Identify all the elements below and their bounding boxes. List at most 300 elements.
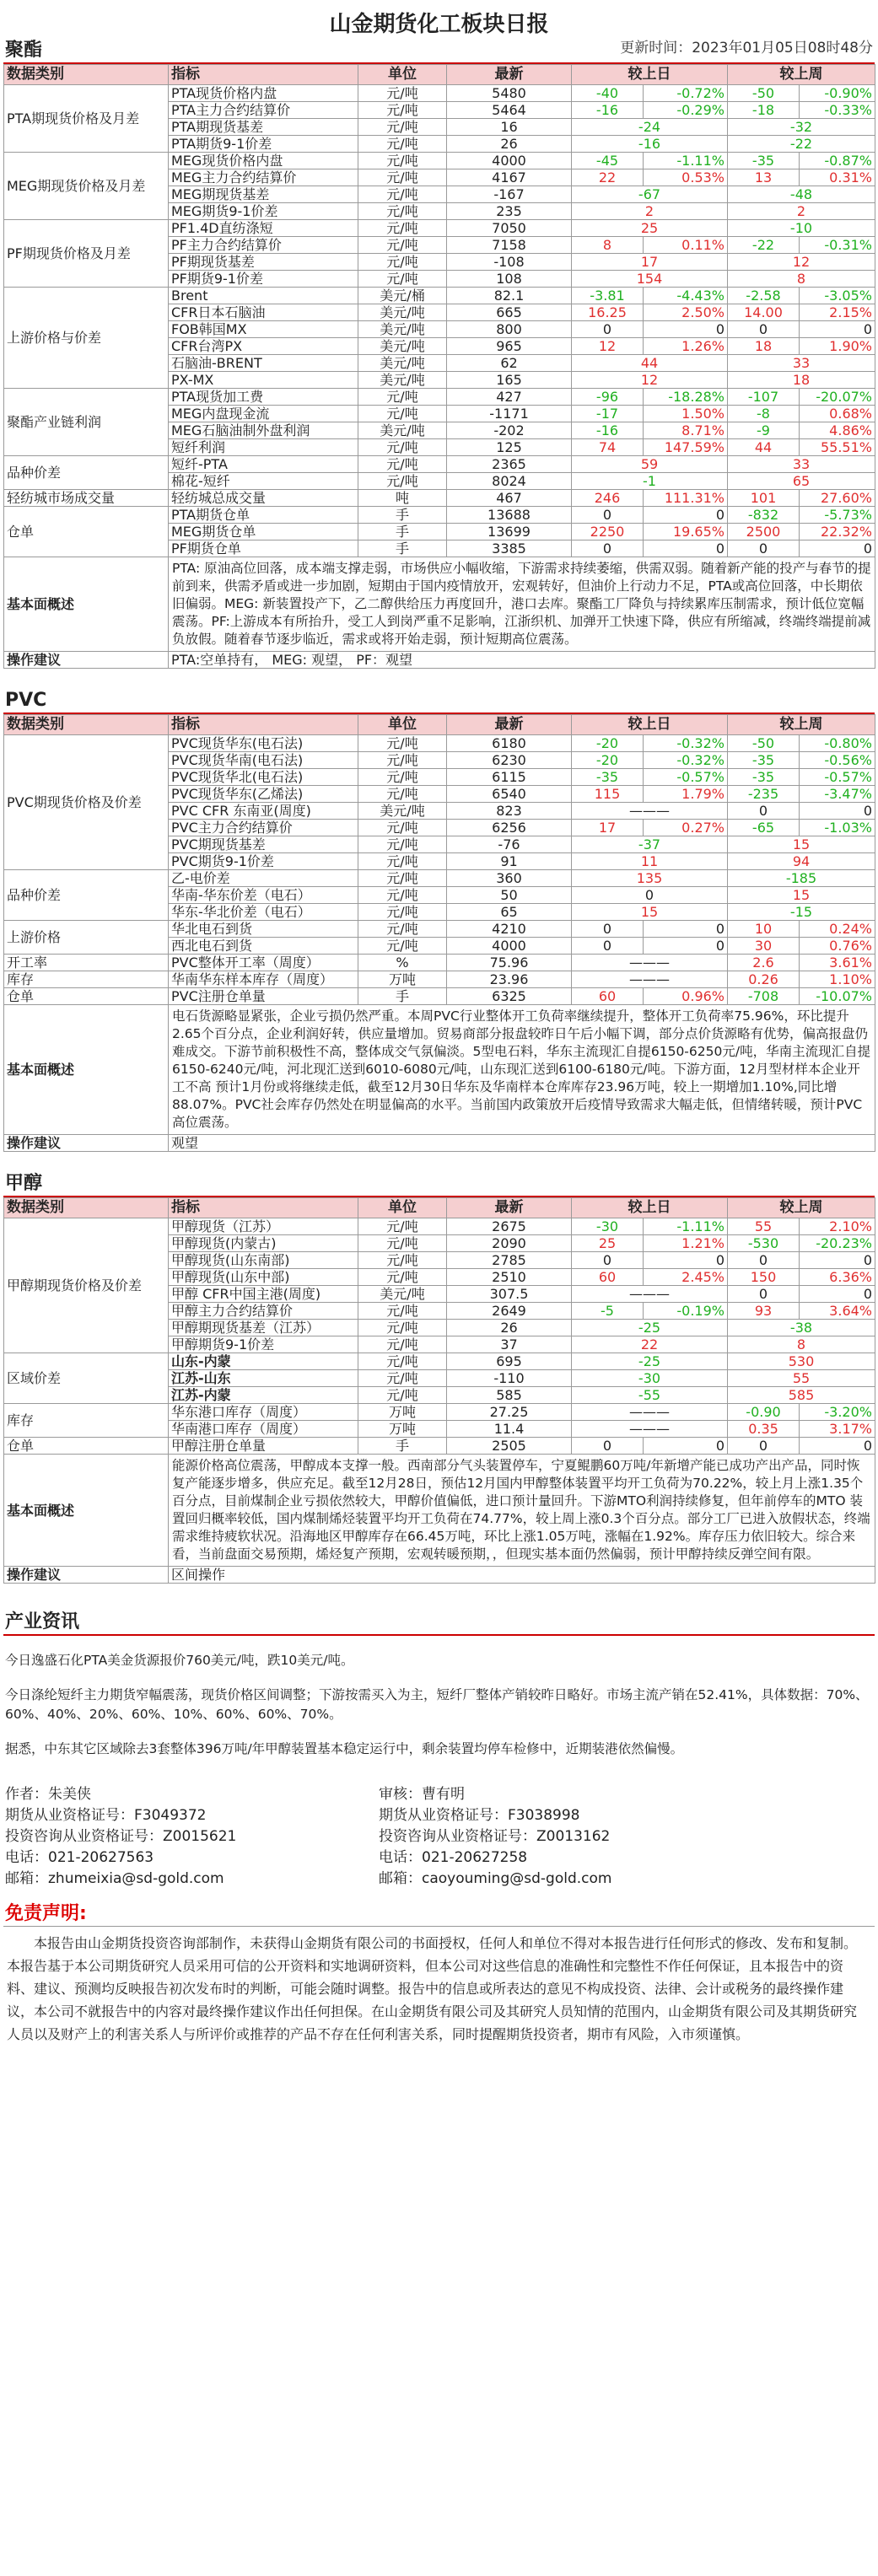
week-change-abs-cell: 2500 xyxy=(728,524,800,540)
indicator-cell: 甲醇注册仓单量 xyxy=(169,1438,358,1455)
unit-cell: 元/吨 xyxy=(358,389,447,406)
basics-text: 能源价格高位震荡，甲醇成本支撑一般。西南部分气头装置停车，宁夏鲲鹏60万吨/年新增产能已成功产出产品，同时恢复产能逐步增多，供应充足。截至12月28日，预估12月国内甲醇整体装置平均开工负荷为70.22%，较上月上涨1.35个百分点，目前煤制企业亏损依然较大，甲醇价值偏低，进口预计量回升。下游MTO利润持续修复，但年前停车的MTO 装置回归概率较低，国内煤制烯烃装置平均开工负荷在74.77%，较上周上涨0.3个百分点。部分工厂已进入放假状态，终端需求维持疲软状况。沿海地区甲醇库存在66.45万吨，环比上涨1.05万吨，涨幅在1.92%。库存压力依旧较大。综合来看，当前盘面交易预期，烯烃复产预期，宏观转暖预期，，但现实基本面仍然偏弱，预计甲醇持续反弹空间有限。 xyxy=(169,1455,875,1567)
unit-cell: 美元/吨 xyxy=(358,338,447,355)
disclaimer-title: 免责声明: xyxy=(3,1901,875,1927)
day-change-pct-cell: -0.19% xyxy=(644,1303,728,1320)
day-change-cell: 22 xyxy=(572,1336,728,1353)
day-change-pct-cell: 2.45% xyxy=(644,1269,728,1286)
day-change-abs-cell: 0 xyxy=(572,540,644,557)
day-change-abs-cell: -96 xyxy=(572,389,644,406)
week-change-cell: 8 xyxy=(728,271,875,288)
news-item: 今日逸盛石化PTA美金货源报价760美元/吨，跌10美元/吨。 xyxy=(5,1653,354,1668)
week-change-cell: -48 xyxy=(728,186,875,203)
latest-cell: 108 xyxy=(447,271,572,288)
indicator-cell: 甲醇现货(山东南部) xyxy=(169,1252,358,1269)
col-header-latest: 最新 xyxy=(447,1198,572,1218)
day-change-abs-cell: 0 xyxy=(572,507,644,524)
week-change-pct-cell: 0.76% xyxy=(800,938,875,955)
unit-cell: 元/吨 xyxy=(358,904,447,921)
week-change-cell: 8 xyxy=(728,1336,875,1353)
day-change-pct-cell: -1.11% xyxy=(644,1218,728,1235)
ops-label: 操作建议 xyxy=(4,652,169,669)
day-change-cell: -16 xyxy=(572,136,728,153)
author-info xyxy=(3,1784,379,1890)
col-header-prev-day: 较上日 xyxy=(572,715,728,735)
unit-cell: 元/吨 xyxy=(358,1336,447,1353)
day-change-abs-cell: -30 xyxy=(572,1218,644,1235)
indicator-cell: PVC期现货基差 xyxy=(169,836,358,853)
table-row xyxy=(4,1218,875,1235)
latest-cell: 26 xyxy=(447,1320,572,1336)
ops-text: PTA:空单持有， MEG: 观望， PF：观望 xyxy=(169,652,875,669)
unit-cell: 手 xyxy=(358,540,447,557)
day-change-cell: 15 xyxy=(572,904,728,921)
day-change-abs-cell: 0 xyxy=(572,1438,644,1455)
indicator-cell: PTA期货仓单 xyxy=(169,507,358,524)
table-row xyxy=(4,988,875,1005)
day-change-abs-cell: 8 xyxy=(572,237,644,254)
unit-cell: 手 xyxy=(358,524,447,540)
indicator-cell: PF期货仓单 xyxy=(169,540,358,557)
update-time: 更新时间：2023年01月05日08时48分 xyxy=(620,40,873,56)
latest-cell: 7050 xyxy=(447,220,572,237)
category-cell: 上游价格 xyxy=(4,921,169,955)
latest-cell: 800 xyxy=(447,321,572,338)
latest-cell: 585 xyxy=(447,1387,572,1404)
latest-cell: 26 xyxy=(447,136,572,153)
day-change-abs-cell: 0 xyxy=(572,1252,644,1269)
latest-cell: 3385 xyxy=(447,540,572,557)
latest-cell: -76 xyxy=(447,836,572,853)
day-change-pct-cell: 8.71% xyxy=(644,422,728,439)
week-change-pct-cell: -0.90% xyxy=(800,85,875,102)
basics-text: 电石货源略显紧张，企业亏损仍然严重。本周PVC行业整体开工负荷率继续提升，整体开工负荷率75.96%，环比提升2.65个百分点，企业利润好转，供应量增加。贸易商部分报盘较昨日午后小幅下调，部分点价货源略有优势，偏高报盘仍难成交。下游节前积极性不高，整体成交气氛偏淡。5型电石料，华东主流现汇自提6150-6250元/吨，华南主流现汇自提6150-6240元/吨，河北现汇送到6010-6080元/吨，山东现汇送到6100-6180元/吨。下游方面，12月型材样本企业开工不高 预计1月份或将继续走低，截至12月30日华东及华南样本仓库库存23.96万吨，较上一期增加1.10%,同比增88.07%。PVC社会库存仍然处在明显偏高的水平。当前国内政策放开后疫情导致需求大幅走低，但情绪转暖，预计PVC高位震荡。 xyxy=(169,1005,875,1135)
ops-text: 观望 xyxy=(169,1135,875,1152)
latest-cell: -202 xyxy=(447,422,572,439)
day-change-pct-cell: -1.11% xyxy=(644,153,728,169)
week-change-abs-cell: 0 xyxy=(728,1286,800,1303)
unit-cell: 手 xyxy=(358,507,447,524)
week-change-abs-cell: -22 xyxy=(728,237,800,254)
week-change-pct-cell: 0 xyxy=(800,321,875,338)
table-row xyxy=(4,220,875,237)
col-header-prev-day: 较上日 xyxy=(572,65,728,85)
week-change-pct-cell: 0 xyxy=(800,540,875,557)
week-change-pct-cell: -10.07% xyxy=(800,988,875,1005)
day-change-pct-cell: 0.27% xyxy=(644,820,728,836)
latest-cell: 360 xyxy=(447,870,572,887)
section-title-methanol: 甲醇 xyxy=(3,1170,875,1197)
week-change-abs-cell: 0.26 xyxy=(728,971,800,988)
indicator-cell: 短纤利润 xyxy=(169,439,358,456)
col-header-category: 数据类别 xyxy=(4,65,169,85)
day-change-cell: -25 xyxy=(572,1353,728,1370)
week-change-abs-cell: 30 xyxy=(728,938,800,955)
day-change-cell: 135 xyxy=(572,870,728,887)
day-change-pct-cell: 0 xyxy=(644,321,728,338)
day-change-cell: -55 xyxy=(572,1387,728,1404)
week-change-abs-cell: 14.00 xyxy=(728,304,800,321)
indicator-cell: MEG主力合约结算价 xyxy=(169,169,358,186)
indicator-cell: 甲醇现货(山东中部) xyxy=(169,1269,358,1286)
unit-cell: 元/吨 xyxy=(358,1320,447,1336)
latest-cell: 467 xyxy=(447,490,572,507)
basics-text: PTA: 原油高位回落，成本端支撑走弱，市场供应小幅收缩，下游需求持续萎缩，供需双弱。随着新产能的投产与春节的提前到来，供需矛盾或进一步加剧，短期由于国内疫情放开，宏观转好，但油价上行动力不足，PTA或高位回落，中长期依旧偏弱。MEG: 新装置投产下，乙二醇供给压力再度回升，港口去库。聚酯工厂降负与持续累库压制需求，预计低位宽幅震荡。PF:上游成本有所抬升，受工人到岗严重不足影响，江浙织机、加弹开工快速下降，供应有所缩减，终端终端提前减负放假。随着春节逐步临近，需求或将开始走弱，预计短期高位震荡。 xyxy=(169,557,875,652)
ops-text: 区间操作 xyxy=(169,1567,875,1584)
day-change-pct-cell: -4.43% xyxy=(644,288,728,304)
week-change-pct-cell: -1.03% xyxy=(800,820,875,836)
unit-cell: 元/吨 xyxy=(358,1387,447,1404)
week-change-pct-cell: -0.33% xyxy=(800,102,875,119)
latest-cell: 91 xyxy=(447,853,572,870)
day-change-abs-cell: 0 xyxy=(572,921,644,938)
indicator-cell: MEG现货价格内盘 xyxy=(169,153,358,169)
latest-cell: -167 xyxy=(447,186,572,203)
unit-cell: 元/吨 xyxy=(358,186,447,203)
category-cell: MEG期现货价格及月差 xyxy=(4,153,169,220)
week-change-cell: 55 xyxy=(728,1370,875,1387)
latest-cell: 6325 xyxy=(447,988,572,1005)
latest-cell: 2675 xyxy=(447,1218,572,1235)
reviewer-license: 期货从业资格证号：F3038998 xyxy=(379,1807,580,1824)
week-change-abs-cell: -832 xyxy=(728,507,800,524)
day-change-abs-cell: -20 xyxy=(572,752,644,769)
day-change-pct-cell: 0 xyxy=(644,507,728,524)
day-change-abs-cell: 60 xyxy=(572,988,644,1005)
basics-label: 基本面概述 xyxy=(4,557,169,652)
week-change-cell: 65 xyxy=(728,473,875,490)
ops-row xyxy=(4,1567,875,1584)
unit-cell: 元/吨 xyxy=(358,456,447,473)
indicator-cell: MEG期货仓单 xyxy=(169,524,358,540)
latest-cell: 11.4 xyxy=(447,1421,572,1438)
week-change-pct-cell: 27.60% xyxy=(800,490,875,507)
day-change-abs-cell: 74 xyxy=(572,439,644,456)
col-header-indicator: 指标 xyxy=(169,715,358,735)
methanol-table xyxy=(3,1197,875,1584)
week-change-pct-cell: -20.23% xyxy=(800,1235,875,1252)
indicator-cell: MEG期现货基差 xyxy=(169,186,358,203)
unit-cell: 元/吨 xyxy=(358,85,447,102)
table-row xyxy=(4,955,875,971)
indicator-cell: PVC主力合约结算价 xyxy=(169,820,358,836)
indicator-cell: 山东-内蒙 xyxy=(169,1353,358,1370)
table-row xyxy=(4,490,875,507)
latest-cell: 82.1 xyxy=(447,288,572,304)
latest-cell: 2365 xyxy=(447,456,572,473)
day-change-cell: ——— xyxy=(572,955,728,971)
unit-cell: 美元/吨 xyxy=(358,1286,447,1303)
indicator-cell: 华东-华北价差（电石） xyxy=(169,904,358,921)
indicator-cell: Brent xyxy=(169,288,358,304)
unit-cell: 吨 xyxy=(358,490,447,507)
week-change-abs-cell: -530 xyxy=(728,1235,800,1252)
latest-cell: 16 xyxy=(447,119,572,136)
week-change-abs-cell: -50 xyxy=(728,735,800,752)
pvc-table xyxy=(3,714,875,1152)
day-change-pct-cell: -0.29% xyxy=(644,102,728,119)
unit-cell: 元/吨 xyxy=(358,786,447,803)
ops-row xyxy=(4,652,875,669)
col-header-prev-day: 较上日 xyxy=(572,1198,728,1218)
day-change-cell: -37 xyxy=(572,836,728,853)
day-change-cell: 59 xyxy=(572,456,728,473)
week-change-abs-cell: 0 xyxy=(728,321,800,338)
col-header-category: 数据类别 xyxy=(4,715,169,735)
section-title-pvc: PVC xyxy=(3,687,875,714)
week-change-cell: 530 xyxy=(728,1353,875,1370)
latest-cell: -108 xyxy=(447,254,572,271)
day-change-pct-cell: 147.59% xyxy=(644,439,728,456)
day-change-cell: 0 xyxy=(572,887,728,904)
col-header-category: 数据类别 xyxy=(4,1198,169,1218)
latest-cell: 427 xyxy=(447,389,572,406)
latest-cell: 2510 xyxy=(447,1269,572,1286)
day-change-abs-cell: -16 xyxy=(572,422,644,439)
day-change-pct-cell: 19.65% xyxy=(644,524,728,540)
latest-cell: -110 xyxy=(447,1370,572,1387)
indicator-cell: MEG期货9-1价差 xyxy=(169,203,358,220)
signature-block xyxy=(3,1784,875,1890)
week-change-pct-cell: 0.68% xyxy=(800,406,875,422)
latest-cell: 6180 xyxy=(447,735,572,752)
unit-cell: 元/吨 xyxy=(358,853,447,870)
latest-cell: 307.5 xyxy=(447,1286,572,1303)
unit-cell: 元/吨 xyxy=(358,254,447,271)
day-change-cell: -25 xyxy=(572,1320,728,1336)
indicator-cell: CFR日本石脑油 xyxy=(169,304,358,321)
table-row xyxy=(4,389,875,406)
day-change-abs-cell: -17 xyxy=(572,406,644,422)
reviewer-name: 审核：曹有明 xyxy=(379,1786,465,1803)
day-change-abs-cell: -5 xyxy=(572,1303,644,1320)
author-consult-license: 投资咨询从业资格证号：Z0015621 xyxy=(5,1828,237,1845)
col-header-indicator: 指标 xyxy=(169,65,358,85)
table-row xyxy=(4,870,875,887)
week-change-abs-cell: 2.6 xyxy=(728,955,800,971)
week-change-cell: -38 xyxy=(728,1320,875,1336)
col-header-unit: 单位 xyxy=(358,1198,447,1218)
day-change-abs-cell: -3.81 xyxy=(572,288,644,304)
category-cell: 库存 xyxy=(4,1404,169,1438)
unit-cell: 元/吨 xyxy=(358,836,447,853)
indicator-cell: 短纤-PTA xyxy=(169,456,358,473)
unit-cell: 元/吨 xyxy=(358,203,447,220)
latest-cell: 165 xyxy=(447,372,572,389)
author-phone: 电话：021-20627563 xyxy=(5,1849,154,1866)
day-change-cell: 17 xyxy=(572,254,728,271)
day-change-cell: -24 xyxy=(572,119,728,136)
week-change-abs-cell: 13 xyxy=(728,169,800,186)
week-change-cell: 15 xyxy=(728,836,875,853)
unit-cell: 元/吨 xyxy=(358,406,447,422)
col-header-latest: 最新 xyxy=(447,715,572,735)
indicator-cell: FOB韩国MX xyxy=(169,321,358,338)
category-cell: PVC期现货价格及价差 xyxy=(4,735,169,870)
category-cell: 仓单 xyxy=(4,988,169,1005)
unit-cell: 元/吨 xyxy=(358,271,447,288)
day-change-abs-cell: 60 xyxy=(572,1269,644,1286)
latest-cell: 13699 xyxy=(447,524,572,540)
week-change-cell: 94 xyxy=(728,853,875,870)
day-change-pct-cell: 1.21% xyxy=(644,1235,728,1252)
unit-cell: 元/吨 xyxy=(358,102,447,119)
week-change-abs-cell: 0.35 xyxy=(728,1421,800,1438)
author-email: 邮箱：zhumeixia@sd-gold.com xyxy=(5,1870,224,1887)
week-change-cell: 33 xyxy=(728,456,875,473)
indicator-cell: 甲醇期现货基差（江苏） xyxy=(169,1320,358,1336)
unit-cell: 元/吨 xyxy=(358,169,447,186)
week-change-pct-cell: 3.64% xyxy=(800,1303,875,1320)
unit-cell: 元/吨 xyxy=(358,1353,447,1370)
week-change-cell: -15 xyxy=(728,904,875,921)
week-change-abs-cell: 0 xyxy=(728,1438,800,1455)
day-change-cell: ——— xyxy=(572,971,728,988)
unit-cell: 美元/吨 xyxy=(358,803,447,820)
indicator-cell: PVC期货9-1价差 xyxy=(169,853,358,870)
week-change-abs-cell: -18 xyxy=(728,102,800,119)
week-change-pct-cell: -20.07% xyxy=(800,389,875,406)
day-change-abs-cell: 246 xyxy=(572,490,644,507)
latest-cell: 4210 xyxy=(447,921,572,938)
basics-row xyxy=(4,1455,875,1567)
indicator-cell: 乙-电价差 xyxy=(169,870,358,887)
report-title: 山金期货化工板块日报 xyxy=(329,12,549,37)
week-change-pct-cell: -0.57% xyxy=(800,769,875,786)
latest-cell: 75.96 xyxy=(447,955,572,971)
indicator-cell: PF期货9-1价差 xyxy=(169,271,358,288)
day-change-abs-cell: -16 xyxy=(572,102,644,119)
reviewer-info xyxy=(379,1784,754,1890)
week-change-abs-cell: 18 xyxy=(728,338,800,355)
week-change-pct-cell: 2.10% xyxy=(800,1218,875,1235)
week-change-pct-cell: 0 xyxy=(800,1438,875,1455)
table-row xyxy=(4,153,875,169)
indicator-cell: PTA现货加工费 xyxy=(169,389,358,406)
unit-cell: 元/吨 xyxy=(358,473,447,490)
indicator-cell: CFR台湾PX xyxy=(169,338,358,355)
week-change-abs-cell: -35 xyxy=(728,769,800,786)
day-change-pct-cell: 0.96% xyxy=(644,988,728,1005)
unit-cell: 元/吨 xyxy=(358,237,447,254)
week-change-cell: 12 xyxy=(728,254,875,271)
week-change-cell: 2 xyxy=(728,203,875,220)
news-item: 今日涤纶短纤主力期货窄幅震荡，现货价格区间调整；下游按需买入为主，短纤厂整体产销较昨日略好。市场主流产销在52.41%，具体数据：70%、60%、40%、20%、60%、10%、60%、60%、70%。 xyxy=(5,1687,869,1722)
day-change-pct-cell: 0 xyxy=(644,938,728,955)
week-change-cell: 15 xyxy=(728,887,875,904)
day-change-abs-cell: 115 xyxy=(572,786,644,803)
unit-cell: 美元/吨 xyxy=(358,422,447,439)
latest-cell: 823 xyxy=(447,803,572,820)
week-change-cell: 33 xyxy=(728,355,875,372)
indicator-cell: 江苏-山东 xyxy=(169,1370,358,1387)
category-cell: PF期现货价格及月差 xyxy=(4,220,169,288)
week-change-pct-cell: -0.87% xyxy=(800,153,875,169)
week-change-cell: -185 xyxy=(728,870,875,887)
latest-cell: 27.25 xyxy=(447,1404,572,1421)
news-item: 据悉，中东其它区域除去3套整体396万吨/年甲醇装置基本稳定运行中，剩余装置均停车检修中，近期装港依然偏慢。 xyxy=(5,1741,684,1756)
latest-cell: 50 xyxy=(447,887,572,904)
latest-cell: 2785 xyxy=(447,1252,572,1269)
week-change-abs-cell: 93 xyxy=(728,1303,800,1320)
unit-cell: 手 xyxy=(358,988,447,1005)
week-change-cell: -22 xyxy=(728,136,875,153)
week-change-abs-cell: 10 xyxy=(728,921,800,938)
unit-cell: 元/吨 xyxy=(358,820,447,836)
week-change-pct-cell: 3.17% xyxy=(800,1421,875,1438)
week-change-abs-cell: 0 xyxy=(728,1252,800,1269)
day-change-cell: ——— xyxy=(572,1421,728,1438)
week-change-abs-cell: 55 xyxy=(728,1218,800,1235)
unit-cell: 元/吨 xyxy=(358,752,447,769)
week-change-pct-cell: 55.51% xyxy=(800,439,875,456)
reviewer-email: 邮箱：caoyouming@sd-gold.com xyxy=(379,1870,612,1887)
category-cell: 聚酯产业链利润 xyxy=(4,389,169,456)
unit-cell: 元/吨 xyxy=(358,870,447,887)
indicator-cell: 华南港口库存（周度） xyxy=(169,1421,358,1438)
day-change-pct-cell: -0.32% xyxy=(644,735,728,752)
week-change-abs-cell: -8 xyxy=(728,406,800,422)
day-change-cell: -1 xyxy=(572,473,728,490)
latest-cell: 5480 xyxy=(447,85,572,102)
week-change-pct-cell: 0 xyxy=(800,1286,875,1303)
day-change-cell: -67 xyxy=(572,186,728,203)
category-cell: 品种价差 xyxy=(4,456,169,490)
day-change-pct-cell: 1.79% xyxy=(644,786,728,803)
basics-row xyxy=(4,557,875,652)
unit-cell: 美元/吨 xyxy=(358,372,447,389)
indicator-cell: 华南-华东价差（电石） xyxy=(169,887,358,904)
week-change-pct-cell: -0.80% xyxy=(800,735,875,752)
day-change-pct-cell: 0.11% xyxy=(644,237,728,254)
unit-cell: 美元/吨 xyxy=(358,321,447,338)
day-change-cell: 25 xyxy=(572,220,728,237)
indicator-cell: 华北电石到货 xyxy=(169,921,358,938)
day-change-abs-cell: 2250 xyxy=(572,524,644,540)
week-change-pct-cell: 1.90% xyxy=(800,338,875,355)
indicator-cell: PTA主力合约结算价 xyxy=(169,102,358,119)
day-change-cell: ——— xyxy=(572,803,728,820)
col-header-prev-week: 较上周 xyxy=(728,715,875,735)
disclaimer-text: 本报告由山金期货投资咨询部制作，未获得山金期货有限公司的书面授权，任何人和单位不得对本报告进行任何形式的修改、发布和复制。本报告基于本公司期货研究人员采用可信的公开资料和实地调研资料，但本公司对这些信息的准确性和完整性不作任何保证，且本报告中的资料、建议、预测均反映报告初次发布时的判断，可能会随时调整。报告中的信息或所表达的意见不构成投资、法律、会计或税务的最终操作建议，本公司不就报告中的内容对最终操作建议作出任何担保。在山金期货有限公司及其研究人员知情的范围内，山金期货有限公司及其期货研究人员以及财产上的利害关系人与所评价或推荐的产品不存在任何利害关系，同时提醒期货投资者，期市有风险，入市须谨慎。 xyxy=(7,1935,858,2042)
week-change-abs-cell: -65 xyxy=(728,820,800,836)
unit-cell: 元/吨 xyxy=(358,136,447,153)
table-row xyxy=(4,1438,875,1455)
unit-cell: 万吨 xyxy=(358,1421,447,1438)
unit-cell: 美元/吨 xyxy=(358,304,447,321)
news-list xyxy=(3,1651,875,1759)
week-change-pct-cell: -3.20% xyxy=(800,1404,875,1421)
unit-cell: 元/吨 xyxy=(358,1303,447,1320)
indicator-cell: 甲醇 CFR中国主港(周度) xyxy=(169,1286,358,1303)
basics-row xyxy=(4,1005,875,1135)
week-change-abs-cell: -107 xyxy=(728,389,800,406)
indicator-cell: PVC整体开工率（周度） xyxy=(169,955,358,971)
polyester-table xyxy=(3,64,875,669)
indicator-cell: PTA现货价格内盘 xyxy=(169,85,358,102)
category-cell: 库存 xyxy=(4,971,169,988)
unit-cell: 元/吨 xyxy=(358,1252,447,1269)
week-change-pct-cell: 1.10% xyxy=(800,971,875,988)
latest-cell: 2090 xyxy=(447,1235,572,1252)
table-row xyxy=(4,288,875,304)
category-cell: 上游价格与价差 xyxy=(4,288,169,389)
week-change-abs-cell: -235 xyxy=(728,786,800,803)
indicator-cell: PVC现货华东(乙烯法) xyxy=(169,786,358,803)
day-change-cell: ——— xyxy=(572,1286,728,1303)
week-change-abs-cell: 0 xyxy=(728,540,800,557)
latest-cell: 65 xyxy=(447,904,572,921)
